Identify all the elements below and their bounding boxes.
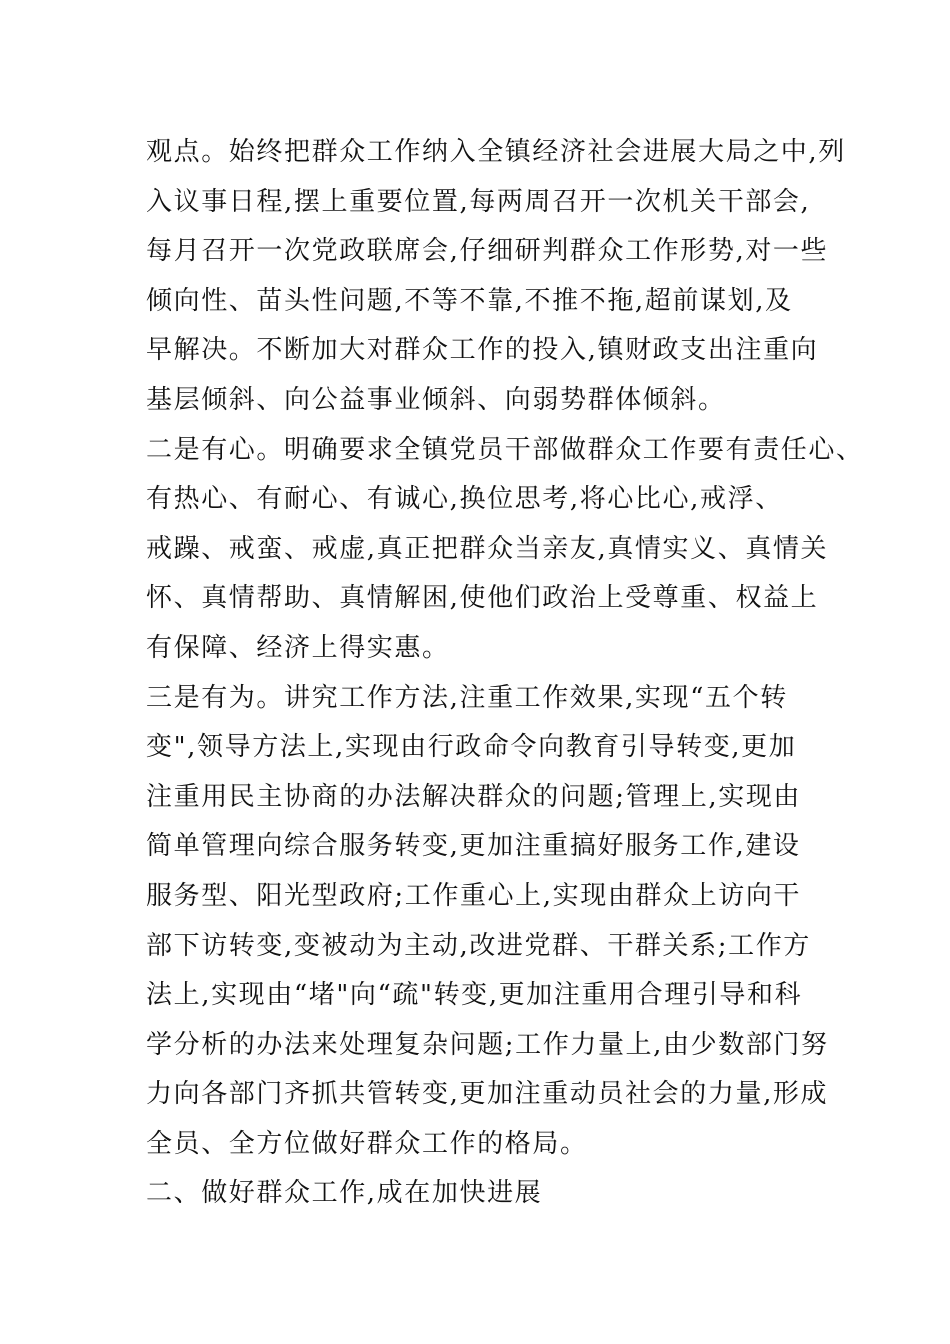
text-line: 变",领导方法上,实现由行政命令向教育引导转变,更加 bbox=[146, 732, 797, 763]
text-line: 有热心、有耐心、有诚心,换位思考,将心比心,戒浮、 bbox=[146, 484, 783, 515]
text-line: 基层倾斜、向公益事业倾斜、向弱势群体倾斜。 bbox=[146, 384, 726, 415]
text-line: 法上,实现由“堵"向“疏"转变,更加注重用合理引导和科 bbox=[146, 980, 803, 1011]
text-line: 部下访转变,变被动为主动,改进党群、干群关系;工作方 bbox=[146, 930, 811, 961]
body-text bbox=[146, 128, 864, 1219]
text-line: 学分析的办法来处理复杂问题;工作力量上,由少数部门努 bbox=[146, 1029, 829, 1060]
text-line: 戒躁、戒蛮、戒虚,真正把群众当亲友,真情实义、真情关 bbox=[146, 533, 829, 564]
text-line: 怀、真情帮助、真情解困,使他们政治上受尊重、权益上 bbox=[146, 583, 819, 614]
text-line: 全员、全方位做好群众工作的格局。 bbox=[146, 1128, 588, 1159]
section-heading: 二、做好群众工作,成在加快进展 bbox=[146, 1178, 543, 1209]
text-line: 入议事日程,摆上重要位置,每两周召开一次机关干部会, bbox=[146, 186, 811, 217]
text-line: 有保障、经济上得实惠。 bbox=[146, 632, 450, 663]
text-line: 每月召开一次党政联席会,仔细研判群众工作形势,对一些 bbox=[146, 236, 829, 267]
text-line: 注重用民主协商的办法解决群众的问题;管理上,实现由 bbox=[146, 781, 802, 812]
text-line: 力向各部门齐抓共管转变,更加注重动员社会的力量,形成 bbox=[146, 1079, 829, 1110]
text-line: 服务型、阳光型政府;工作重心上,实现由群众上访向干 bbox=[146, 880, 802, 911]
text-line: 倾向性、苗头性问题,不等不靠,不推不拖,超前谋划,及 bbox=[146, 285, 793, 316]
text-line: 观点。始终把群众工作纳入全镇经济社会进展大局之中,列 bbox=[146, 137, 846, 167]
text-line: 简单管理向综合服务转变,更加注重搞好服务工作,建设 bbox=[146, 831, 801, 862]
text-line: 三是有为。讲究工作方法,注重工作效果,实现“五个转 bbox=[146, 682, 788, 713]
text-line: 早解决。不断加大对群众工作的投入,镇财政支出注重向 bbox=[146, 335, 819, 366]
text-line: 二是有心。明确要求全镇党员干部做群众工作要有责任心、 bbox=[146, 434, 864, 465]
